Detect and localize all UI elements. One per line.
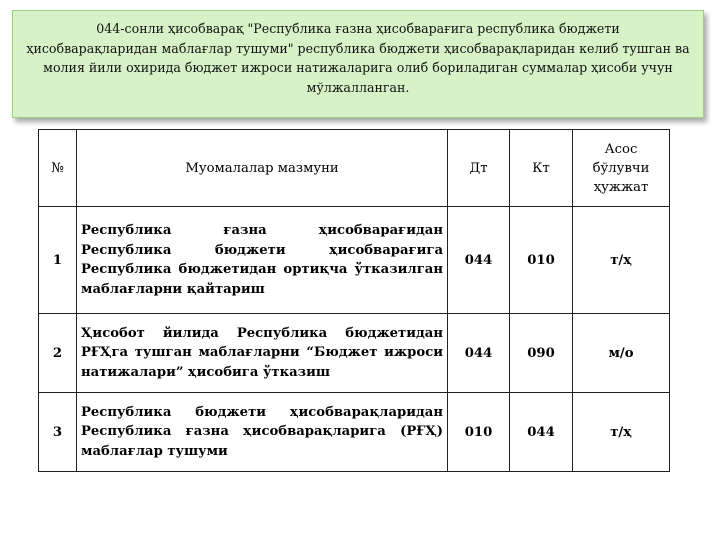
- row-credit: 044: [510, 393, 573, 472]
- row-content: Республика ғазна ҳисобварағидан Республика бюджети ҳисобварағига Республика бюджетидан ортиқча ўтказилган маблағларни қайтариш: [77, 207, 448, 314]
- table-row: [39, 393, 670, 472]
- header-num: №: [39, 130, 77, 207]
- row-doc: м/о: [573, 314, 670, 393]
- row-credit: 010: [510, 207, 573, 314]
- row-num: 1: [39, 207, 77, 314]
- row-debit: 044: [448, 207, 510, 314]
- row-content: Республика бюджети ҳисобварақларидан Республика ғазна ҳисобварақларига (РҒҲ) маблағлар тушуми: [77, 393, 448, 472]
- header-credit: Кт: [510, 130, 573, 207]
- table-row: [39, 314, 670, 393]
- row-doc: т/ҳ: [573, 393, 670, 472]
- transactions-table: [38, 129, 670, 472]
- header-content: Муомалалар мазмуни: [77, 130, 448, 207]
- row-doc: т/ҳ: [573, 207, 670, 314]
- header-note-line: молия йили охирида бюджет ижроси натижаларига олиб бориладиган суммалар ҳисоби учун: [43, 60, 673, 75]
- row-content: Ҳисобот йилида Республика бюджетидан РҒҲга тушган маблағларни “Бюджет ижроси натижалари” ҳисобига ўтказиш: [77, 314, 448, 393]
- header-doc: Асос бўлувчи ҳужжат: [573, 130, 670, 207]
- table-header-row: [39, 130, 670, 207]
- row-debit: 044: [448, 314, 510, 393]
- header-note-line: ҳисобварақларидан маблағлар тушуми" республика бюджети ҳисобварақларидан келиб тушган ва: [26, 40, 690, 56]
- header-note-line: 044-сонли ҳисобварақ "Республика ғазна ҳисобварағига республика бюджети: [96, 21, 620, 36]
- header-note: [12, 10, 704, 118]
- row-num: 2: [39, 314, 77, 393]
- header-debit: Дт: [448, 130, 510, 207]
- header-note-line: мўлжалланган.: [306, 79, 410, 95]
- row-credit: 090: [510, 314, 573, 393]
- table-row: [39, 207, 670, 314]
- row-debit: 010: [448, 393, 510, 472]
- row-num: 3: [39, 393, 77, 472]
